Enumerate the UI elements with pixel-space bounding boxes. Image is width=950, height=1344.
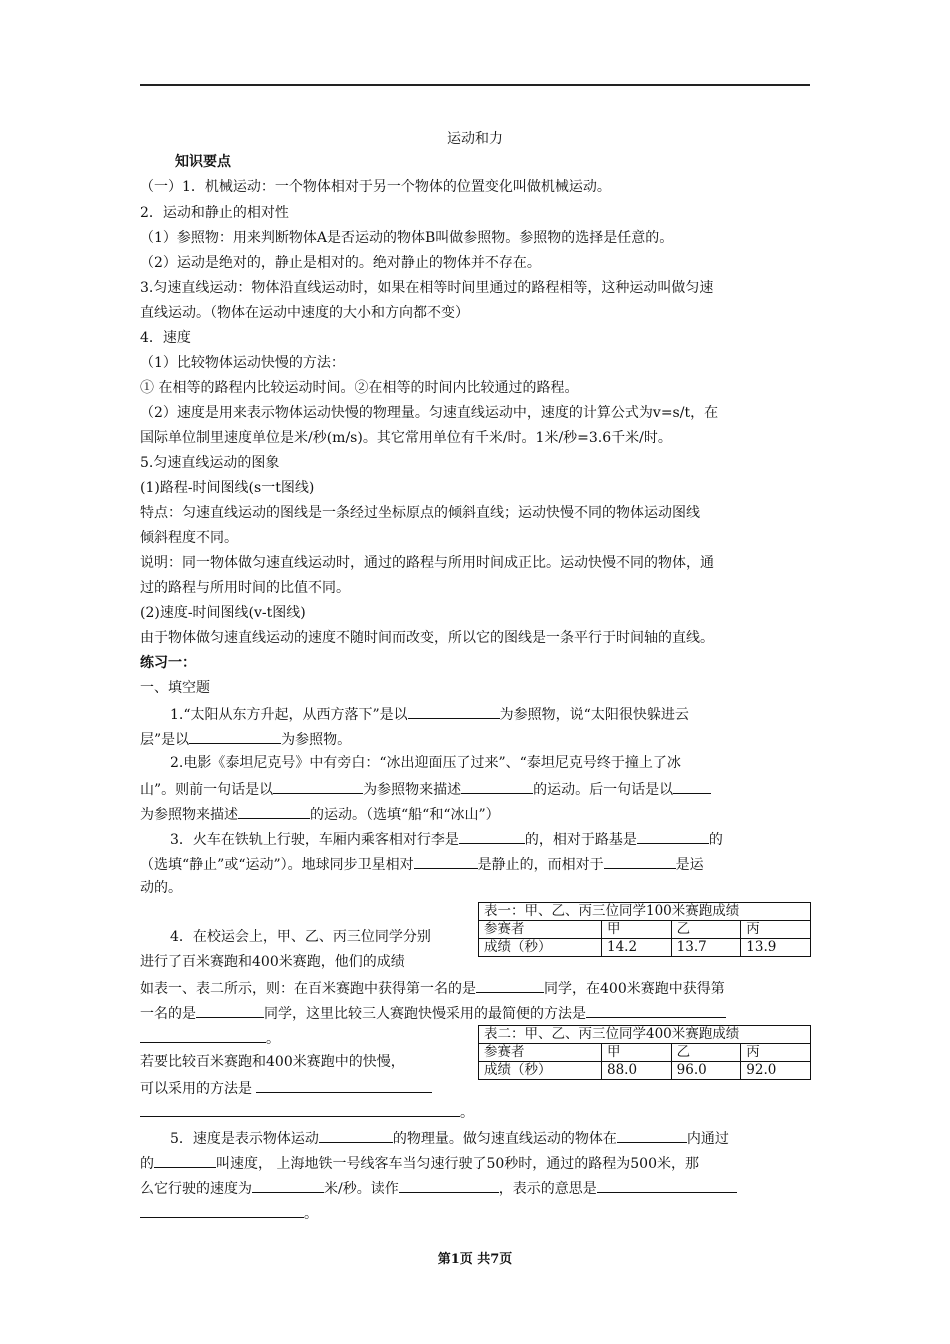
- question-3-line: [140, 854, 704, 874]
- q1-text: 层”是以: [140, 732, 190, 748]
- document-title: 运动和力: [447, 131, 503, 147]
- answer-blank[interactable]: [252, 1178, 324, 1193]
- table-header-cell: 丙: [741, 921, 811, 939]
- table-cell: 92.0: [741, 1062, 811, 1080]
- answer-blank[interactable]: [140, 1203, 304, 1218]
- answer-blank[interactable]: [273, 779, 363, 794]
- text-line: （2）速度是用来表示物体运动快慢的物理量。匀速直线运动中，速度的计算公式为v=s/t，在: [140, 405, 719, 421]
- answer-blank[interactable]: [459, 829, 525, 844]
- page-footer: 第1页 共7页: [437, 1252, 513, 1267]
- q5-text: 的物理量。做匀速直线运动的物体在: [392, 1131, 617, 1147]
- text-line: 4．速度: [140, 330, 191, 346]
- table-header-cell: 丙: [741, 1044, 811, 1062]
- question-5-line: [140, 1203, 318, 1223]
- answer-blank[interactable]: [414, 854, 478, 869]
- q5-text: 叫速度， 上海地铁一号线客车当匀速行驶了50秒时，通过的路程为500米，那: [216, 1156, 699, 1172]
- table-header-cell: 乙: [671, 1044, 741, 1062]
- q2-text: 的运动。（选填“船“和“冰山”）: [310, 807, 500, 823]
- q5-text: 的: [140, 1156, 154, 1172]
- q2-text: 山”。则前一句话是以: [140, 782, 274, 798]
- question-4-line: 若要比较百米赛跑和400米赛跑中的快慢，: [140, 1054, 405, 1070]
- text-line: 5.匀速直线运动的图象: [140, 455, 280, 471]
- q5-text: 。: [304, 1206, 318, 1222]
- text-line: 过的路程与所用时间的比值不同。: [140, 580, 350, 596]
- q3-text: 是运: [675, 857, 704, 873]
- text-line: (1)路程-时间图线(s一t图线): [140, 480, 315, 496]
- q2-text: 的运动。后一句话是以: [533, 782, 674, 798]
- table-header-cell: 甲: [602, 921, 672, 939]
- answer-blank[interactable]: [256, 1078, 432, 1093]
- question-5-line: [170, 1128, 729, 1148]
- text-line: 倾斜程度不同。: [140, 530, 238, 546]
- answer-blank[interactable]: [140, 1028, 266, 1043]
- question-1-line: [140, 729, 351, 749]
- question-2-line: 2.电影《泰坦尼克号》中有旁白：“冰出迎面压了过来”、“泰坦尼克号终于撞上了冰: [170, 755, 681, 771]
- text-line: 说明：同一物体做匀速直线运动时，通过的路程与所用时间成正比。运动快慢不同的物体，通: [140, 555, 714, 571]
- header-rule: [140, 84, 810, 86]
- answer-blank[interactable]: [604, 854, 676, 869]
- question-4-line: [140, 1003, 726, 1023]
- q4-text: 同学，这里比较三人赛跑快慢采用的最简便的方法是: [264, 1006, 586, 1022]
- table-cell: 14.2: [602, 939, 672, 957]
- answer-blank[interactable]: [238, 804, 310, 819]
- q3-text: 的，相对于路基是: [524, 832, 637, 848]
- answer-blank[interactable]: [408, 704, 500, 719]
- q4-text: 一名的是: [140, 1006, 196, 1022]
- question-5-line: [140, 1153, 699, 1173]
- text-line: （1）参照物：用来判断物体A是否运动的物体B叫做参照物。参照物的选择是任意的。: [140, 230, 674, 246]
- table-header-cell: 参赛者: [479, 1044, 602, 1062]
- answer-blank[interactable]: [637, 829, 709, 844]
- table-header-cell: 参赛者: [479, 921, 602, 939]
- answer-blank[interactable]: [597, 1178, 737, 1193]
- question-4-line: [140, 1028, 280, 1048]
- q3-text: 的: [708, 832, 723, 848]
- score-table-400m: [478, 1025, 811, 1080]
- text-line: 2．运动和静止的相对性: [140, 205, 289, 221]
- q2-text: 为参照物来描述: [363, 782, 462, 798]
- answer-blank[interactable]: [586, 1003, 726, 1018]
- answer-blank[interactable]: [189, 729, 281, 744]
- table-cell: 成绩（秒）: [479, 939, 602, 957]
- q2-text: 为参照物来描述: [140, 807, 238, 823]
- text-line: 3.匀速直线运动：物体沿直线运动时，如果在相等时间里通过的路程相等，这种运动叫做匀速: [140, 280, 714, 296]
- answer-blank[interactable]: [399, 1178, 499, 1193]
- question-4-line: [140, 1078, 432, 1098]
- table-cell: 13.9: [741, 939, 811, 957]
- q1-text: 为参照物。: [281, 732, 352, 748]
- table-caption: 表二：甲、乙、丙三位同学400米赛跑成绩: [479, 1026, 811, 1044]
- table-caption: 表一：甲、乙、丙三位同学100米赛跑成绩: [479, 903, 811, 921]
- q5-text: 5．速度是表示物体运动: [170, 1131, 319, 1147]
- q3-text: （选填“静止”或“运动”）。地球同步卫星相对: [140, 857, 414, 873]
- fill-heading: 一、填空题: [140, 680, 210, 696]
- question-2-line: [140, 779, 711, 799]
- text-line: （2）运动是绝对的，静止是相对的。绝对静止的物体并不存在。: [140, 255, 541, 271]
- q5-text: 内通过: [686, 1131, 729, 1147]
- q5-text: ，表示的意思是: [498, 1181, 597, 1197]
- question-4-line: 进行了百米赛跑和400米赛跑，他们的成绩: [140, 954, 405, 970]
- table-cell: 成绩（秒）: [479, 1062, 602, 1080]
- exercise-heading: 练习一：: [140, 655, 196, 671]
- table-cell: 88.0: [602, 1062, 672, 1080]
- question-4-line: [140, 978, 725, 998]
- question-4-line: 4．在校运会上，甲、乙、丙三位同学分别: [170, 929, 431, 945]
- text-line: 国际单位制里速度单位是米/秒(m/s)。其它常用单位有千米/时。1米/秒=3.6千米/时。: [140, 430, 672, 446]
- q4-text: 可以采用的方法是: [140, 1081, 252, 1097]
- answer-blank[interactable]: [617, 1128, 687, 1143]
- q4-text: 。: [266, 1031, 280, 1047]
- q5-text: 米/秒。读作: [324, 1181, 399, 1197]
- text-line: 特点：匀速直线运动的图线是一条经过坐标原点的倾斜直线；运动快慢不同的物体运动图线: [140, 505, 700, 521]
- q4-text: 如表一、表二所示，则：在百米赛跑中获得第一名的是: [140, 981, 476, 997]
- table-header-cell: 甲: [602, 1044, 672, 1062]
- q3-text: 是静止的，而相对于: [477, 857, 604, 873]
- answer-blank[interactable]: [673, 779, 711, 794]
- table-cell: 13.7: [671, 939, 741, 957]
- q4-text: 同学，在400米赛跑中获得第: [544, 981, 725, 997]
- answer-blank[interactable]: [140, 1102, 460, 1117]
- question-3-line: 动的。: [140, 880, 182, 896]
- text-line: （1）比较物体运动快慢的方法：: [140, 355, 345, 371]
- answer-blank[interactable]: [196, 1003, 264, 1018]
- text-line: (2)速度-时间图线(v-t图线): [140, 605, 306, 621]
- answer-blank[interactable]: [154, 1153, 216, 1168]
- text-line: 由于物体做匀速直线运动的速度不随时间而改变，所以它的图线是一条平行于时间轴的直线。: [140, 630, 714, 646]
- score-table-100m: [478, 902, 811, 957]
- section-heading: 知识要点: [175, 154, 231, 170]
- answer-blank[interactable]: [476, 978, 544, 993]
- table-header-cell: 乙: [671, 921, 741, 939]
- question-4-line: [140, 1102, 474, 1122]
- text-line: ① 在相等的路程内比较运动时间。②在相等的时间内比较通过的路程。: [140, 380, 579, 396]
- question-5-line: [140, 1178, 737, 1198]
- answer-blank[interactable]: [319, 1128, 393, 1143]
- text-line: 直线运动。（物体在运动中速度的大小和方向都不变）: [140, 305, 469, 321]
- question-3-line: [170, 829, 723, 849]
- q3-text: 3．火车在铁轨上行驶，车厢内乘客相对行李是: [170, 832, 459, 848]
- answer-blank[interactable]: [461, 779, 533, 794]
- q4-text: 。: [460, 1105, 474, 1121]
- question-2-line: [140, 804, 500, 824]
- q5-text: 么它行驶的速度为: [140, 1181, 252, 1197]
- table-cell: 96.0: [671, 1062, 741, 1080]
- text-line: （一）1．机械运动：一个物体相对于另一个物体的位置变化叫做机械运动。: [140, 179, 611, 195]
- q1-text: 为参照物，说“太阳很快躲进云: [499, 707, 689, 723]
- question-1-line: [170, 704, 689, 724]
- q1-text: 1.“太阳从东方升起，从西方落下”是以: [170, 707, 408, 723]
